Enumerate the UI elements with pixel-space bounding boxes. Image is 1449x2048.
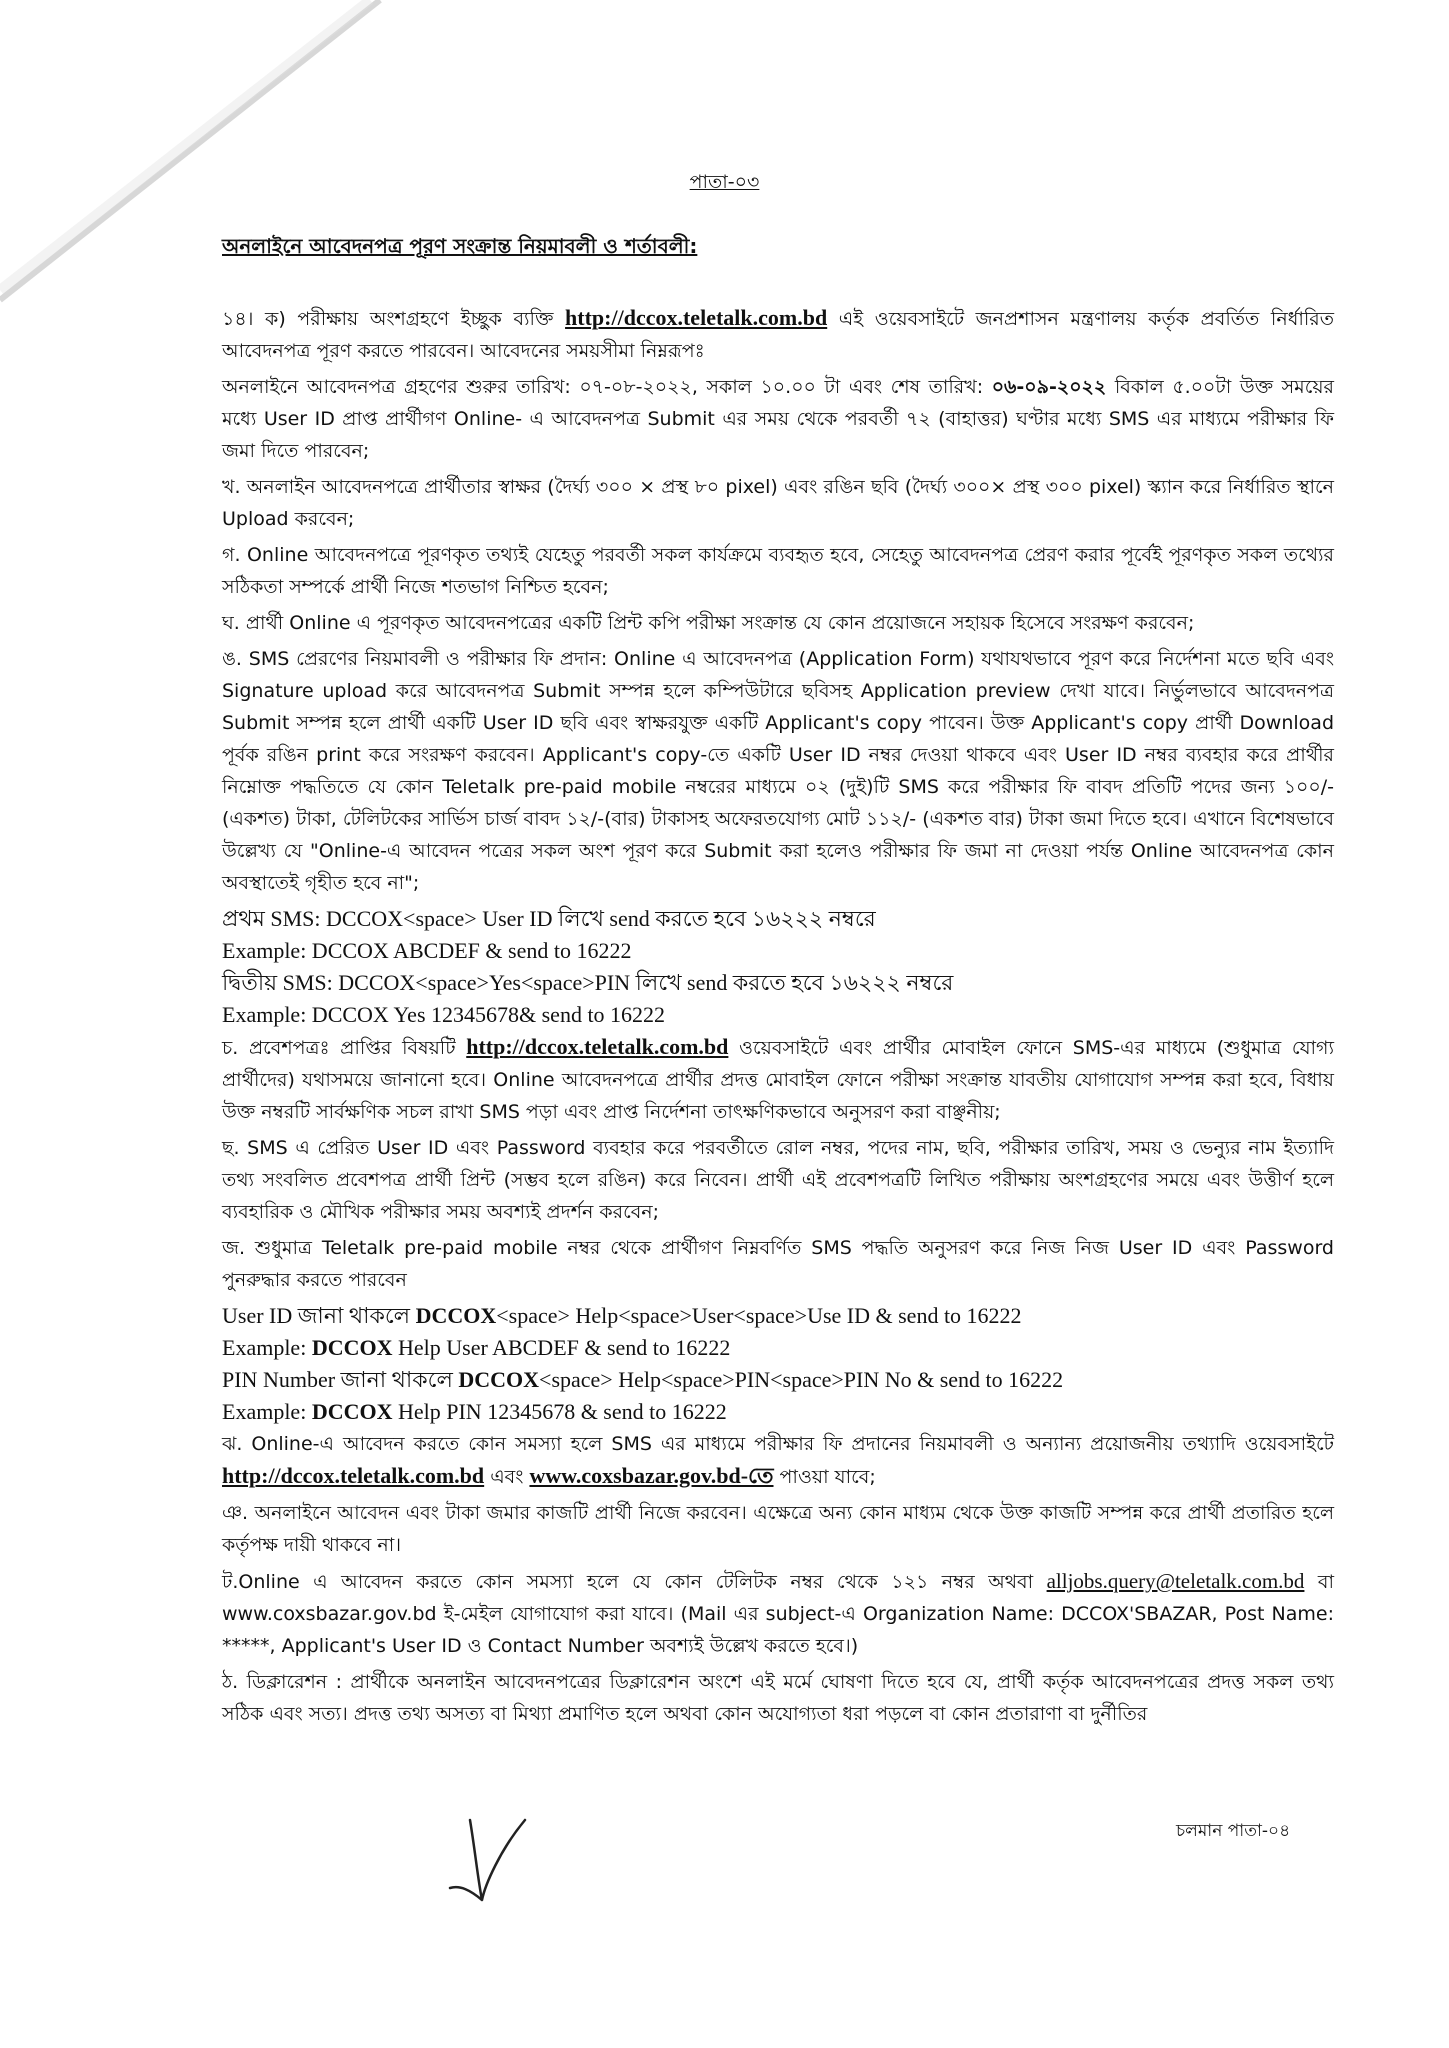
signature-mark — [430, 1790, 550, 1910]
support-email[interactable]: alljobs.query@teletalk.com.bd — [1046, 1569, 1305, 1593]
paragraph-ga: গ. Online আবেদনপত্রে পূরণকৃত তথ্যই যেহেতু পরবর্তী সকল কার্যক্রমে ব্যবহৃত হবে, সেহেতু আবেদনপত্র প্রেরণ করার পূর্বেই পূরণকৃত সকল তথ্যের সঠিকতা সম্পর্কে প্রার্থী নিজে শতভাগ নিশ্চিত হবেন; — [222, 544, 1334, 598]
example-third — [222, 1332, 1334, 1364]
text-span: ওয়েবসাইটে এবং প্রার্থীর মোবাইল ফোনে SMS-এর মাধ্যমে (শুধুমাত্র যোগ্য প্রার্থীদের) যথাসময়ে জানানো হবে। Online আবেদনপত্রে প্রার্থীর প্রদত্ত মোবাইল ফোনে পরীক্ষা সংক্রান্ত যাবতীয় যোগাযোগ সম্পন্ন করা হবে, বিধায় উক্ত নম্বরটি সার্বক্ষণিক সচল রাখা SMS পড়া এবং প্রাপ্ত নির্দেশনা তাৎক্ষণিকভাবে অনুসরণ করা বাঞ্ছনীয়; — [222, 1037, 1334, 1123]
teletalk-link[interactable]: http://dccox.teletalk.com.bd — [466, 1034, 729, 1059]
page-number: পাতা-০৩ — [689, 171, 760, 193]
sms-code: DCCOX — [311, 1335, 393, 1360]
text-span: <space> Help<space>User<space>Use ID & send to 16222 — [496, 1303, 1022, 1328]
text-span: PIN Number জানা থাকলে — [222, 1367, 459, 1392]
teletalk-link[interactable]: http://dccox.teletalk.com.bd — [222, 1463, 485, 1488]
example-first: Example: DCCOX ABCDEF & send to 16222 — [222, 938, 632, 963]
text-span: চ. প্রবেশপত্রঃ প্রাপ্তির বিষয়টি — [222, 1037, 467, 1059]
paragraph-14-ka — [222, 302, 1334, 367]
paragraph-deadline — [222, 371, 1334, 467]
text-span: ১৪। ক) পরীক্ষায় অংশগ্রহণে ইচ্ছুক ব্যক্তি — [222, 308, 566, 330]
end-date: ০৬-০৯-২০২২ — [991, 376, 1107, 398]
paragraph-gha: ঘ. প্রার্থী Online এ পূরণকৃত আবেদনপত্রের একটি প্রিন্ট কপি পরীক্ষা সংক্রান্ত যে কোন প্রয়োজনে সহায়ক হিসেবে সংরক্ষণ করবেন; — [222, 612, 1195, 634]
text-span: <space> Help<space>PIN<space>PIN No & send to 16222 — [539, 1367, 1064, 1392]
section-heading: অনলাইনে আবেদনপত্র পূরণ সংক্রান্ত নিয়মাবলী ও শর্তাবলী: — [222, 234, 698, 258]
example-second: Example: DCCOX Yes 12345678& send to 16222 — [222, 1002, 666, 1027]
text-span: Example: — [222, 1399, 312, 1424]
coxsbazar-link[interactable]: www.coxsbazar.gov.bd-তে — [529, 1463, 774, 1488]
paragraph-ja: জ. শুধুমাত্র Teletalk pre-paid mobile নম্বর থেকে প্রার্থীগণ নিম্নবর্ণিত SMS পদ্ধতি অনুসরণ করে নিজ নিজ User ID এবং Password পুনরুদ্ধার করতে পারবেন — [222, 1237, 1334, 1291]
paragraph-kha: খ. অনলাইন আবেদনপত্রে প্রার্থীতার স্বাক্ষর (দৈর্ঘ্য ৩০০ × প্রস্থ ৮০ pixel) এবং রঙিন ছবি (দৈর্ঘ্য ৩০০× প্রস্থ ৩০০ pixel) স্ক্যান করে নির্ধারিত স্থানে Upload করবেন; — [222, 476, 1334, 530]
text-span: অনলাইনে আবেদনপত্র গ্রহণের শুরুর তারিখ: ০৭-০৮-২০২২, সকাল ১০.০০ টা এবং শেষ তারিখ: — [222, 376, 992, 398]
text-span: এবং — [484, 1466, 530, 1488]
paragraph-umo: ঙ. SMS প্রেরণের নিয়মাবলী ও পরীক্ষার ফি প্রদান: Online এ আবেদনপত্র (Application Form) যথাযথভাবে পূরণ করে নির্দেশনা মতে ছবি এবং Signature upload করে আবেদনপত্র Submit সম্পন্ন হলে কম্পিউটারে ছবিসহ Application preview দেখা যাবে। নির্ভুলভাবে আবেদনপত্র Submit সম্পন্ন হলে প্রার্থী একটি User ID ছবি এবং স্বাক্ষরযুক্ত একটি Applicant's copy পাবেন। উক্ত Applicant's copy প্রার্থী Download পূর্বক রঙিন print করে সংরক্ষণ করবেন। Applicant's copy-তে একটি User ID নম্বর দেওয়া থাকবে এবং User ID নম্বর ব্যবহার করে প্রার্থীর নিম্নোক্ত পদ্ধতিতে যে কোন Teletalk pre-paid mobile নম্বরের মাধ্যমে ০২ (দুই)টি SMS করে পরীক্ষার ফি বাবদ প্রতিটি পদের জন্য ১০০/- (একশত) টাকা, টেলিটকের সার্ভিস চার্জ বাবদ ১২/-(বার) টাকাসহ অফেরতযোগ্য মোট ১১২/- (একশত বার) টাকা জমা দিতে হবে। এখানে বিশেষভাবে উল্লেখ্য যে "Online-এ আবেদন পত্রের সকল অংশ পূরণ করে Submit করা হলেও পরীক্ষার ফি জমা না দেওয়া পর্যন্ত Online আবেদনপত্র কোন অবস্থাতেই গৃহীত হবে না"; — [222, 648, 1334, 894]
instructions-body — [222, 302, 1334, 1734]
sms-code: DCCOX — [311, 1399, 393, 1424]
text-span: বা www.coxsbazar.gov.bd ই-মেইল যোগাযোগ করা যাবে। (Mail এর subject-এ Organization Name: DCCOX'SBAZAR, Post Name: *****, Applicant's User ID ও Contact Number অবশ্যই উল্লেখ করতে হবে।) — [222, 1571, 1335, 1657]
text-span: ঝ. Online-এ আবেদন করতে কোন সমস্যা হলে SMS এর মাধ্যমে পরীক্ষার ফি প্রদানের নিয়মাবলী ও অন্যান্য প্রয়োজনীয় তথ্যাদি ওয়েবসাইটে — [222, 1433, 1334, 1455]
paragraph-chha: ছ. SMS এ প্রেরিত User ID এবং Password ব্যবহার করে পরবর্তীতে রোল নম্বর, পদের নাম, ছবি, পরীক্ষার তারিখ, সময় ও ভেন্যুর নাম ইত্যাদি তথ্য সংবলিত প্রবেশপত্র প্রার্থী প্রিন্ট (সম্ভব হলে রঙিন) করে নিবেন। প্রার্থী এই প্রবেশপত্রটি লিখিত পরীক্ষায় অংশগ্রহণের সময়ে এবং উত্তীর্ণ হলে ব্যবহারিক ও মৌখিক পরীক্ষার সময় অবশ্যই প্রদর্শন করবেন; — [222, 1137, 1334, 1223]
paragraph-ta — [222, 1565, 1334, 1662]
text-span: User ID জানা থাকলে — [222, 1303, 416, 1328]
text-span: ট.Online এ আবেদন করতে কোন সমস্যা হলে যে কোন টেলিটক নম্বর থেকে ১২১ নম্বর অথবা — [222, 1571, 1047, 1593]
text-span: Example: — [222, 1335, 312, 1360]
example-fourth — [222, 1396, 1334, 1428]
paragraph-jha — [222, 1428, 1334, 1493]
sms-code: DCCOX — [415, 1303, 497, 1328]
text-span: বিকাল ৫.০০টা উক্ত সময়ের মধ্যে User ID প্রাপ্ত প্রার্থীগণ Online- এ আবেদনপত্র Submit এর সময় থেকে পরবর্তী ৭২ (বাহাত্তর) ঘণ্টার মধ্যে SMS এর মাধ্যমে পরীক্ষার ফি জমা দিতে পারবেন; — [222, 376, 1335, 462]
text-span: Help PIN 12345678 & send to 16222 — [392, 1399, 727, 1424]
text-span: Help User ABCDEF & send to 16222 — [392, 1335, 731, 1360]
paragraph-cha — [222, 1031, 1334, 1128]
continued-page-note: চলমান পাতা-০৪ — [1176, 1821, 1291, 1841]
text-span: এই ওয়েবসাইটে জনপ্রশাসন মন্ত্রণালয় কর্তৃক প্রবর্তিত নির্ধারিত আবেদনপত্র পূরণ করতে পারবেন। আবেদনের সময়সীমা নিম্নরূপঃ — [222, 308, 1335, 362]
teletalk-link[interactable]: http://dccox.teletalk.com.bd — [565, 305, 828, 330]
sms-second: দ্বিতীয় SMS: DCCOX<space>Yes<space>PIN লিখে send করতে হবে ১৬২২২ নম্বরে — [222, 970, 954, 995]
paragraph-tha: ঠ. ডিক্লারেশন : প্রার্থীকে অনলাইন আবেদনপত্রের ডিক্লারেশন অংশে এই মর্মে ঘোষণা দিতে হবে যে, প্রার্থী কর্তৃক আবেদনপত্রের প্রদত্ত সকল তথ্য সঠিক এবং সত্য। প্রদত্ত তথ্য অসত্য বা মিথ্যা প্রমাণিত হলে অথবা কোন অযোগ্যতা ধরা পড়লে বা কোন প্রতারাণা বা দুর্নীতির — [222, 1671, 1334, 1725]
paragraph-nya: ঞ. অনলাইনে আবেদন এবং টাকা জমার কাজটি প্রার্থী নিজে করবেন। এক্ষেত্রে অন্য কোন মাধ্যম থেকে উক্ত কাজটি সম্পন্ন করে প্রার্থী প্রতারিত হলে কর্তৃপক্ষ দায়ী থাকবে না। — [222, 1502, 1334, 1556]
sms-first: প্রথম SMS: DCCOX<space> User ID লিখে send করতে হবে ১৬২২২ নম্বরে — [222, 906, 876, 931]
text-span: পাওয়া যাবে; — [773, 1466, 876, 1488]
userid-recovery — [222, 1300, 1334, 1332]
sms-code: DCCOX — [458, 1367, 540, 1392]
pin-recovery — [222, 1364, 1334, 1396]
